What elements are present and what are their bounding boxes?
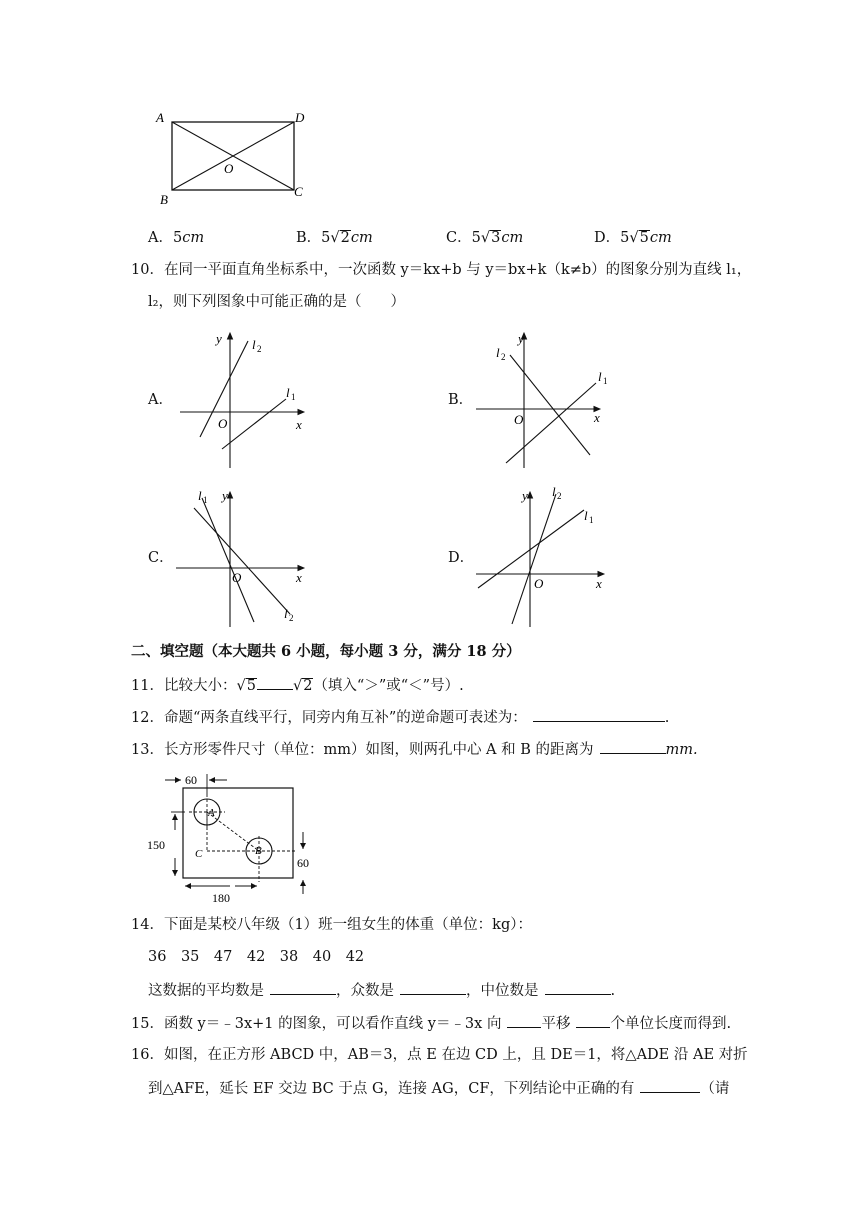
answer-blank[interactable] (545, 979, 611, 995)
q9-rectangle-figure (150, 105, 320, 210)
label-l2: l (496, 345, 500, 360)
sqrt-symbol: √ (629, 230, 639, 246)
q10-option-b-label: B． (448, 392, 474, 408)
hole-b: B (255, 845, 262, 857)
option-unit: cm (350, 230, 373, 246)
label-c: C (294, 184, 303, 199)
q12-end: . (664, 710, 670, 726)
axis-y: y (222, 488, 228, 503)
q10-option-d-label: D． (448, 550, 475, 566)
dim-180: 180 (212, 891, 230, 905)
q11-prefix: 11．比较大小： (131, 678, 237, 694)
sub-2: 2 (501, 352, 506, 362)
q10-line2: l₂，则下列图象中可能正确的是（ ） (148, 294, 405, 310)
q13-end: mm. (665, 742, 698, 758)
option-unit: cm (501, 230, 524, 246)
q13 (131, 738, 698, 760)
q16-text: 到△AFE，延长 EF 交边 BC 于点 G，连接 AG，CF，下列结论中正确的有 (148, 1081, 635, 1097)
axis-x: x (594, 410, 600, 425)
label-o: O (224, 161, 234, 176)
option-unit: cm (649, 230, 672, 246)
label-d: D (295, 110, 305, 125)
axis-y: y (216, 331, 222, 346)
dim-60-right: 60 (297, 856, 309, 870)
axis-x: x (296, 417, 302, 432)
q12 (131, 706, 669, 728)
option-letter: A． (148, 230, 173, 246)
origin-o: O (232, 570, 242, 585)
label-a: A (156, 110, 164, 125)
q10-line1: 10．在同一平面直角坐标系中，一次函数 y＝kx+b 与 y＝bx+k（k≠b）的图象分别为直线 l₁， (131, 262, 752, 278)
origin-o: O (514, 412, 524, 427)
label-l1: l (598, 369, 602, 384)
option-unit: cm (182, 230, 205, 246)
sub-2: 2 (289, 613, 294, 623)
label-l1: l (584, 508, 588, 523)
dim-150: 150 (147, 838, 165, 852)
answer-blank[interactable] (507, 1012, 541, 1028)
q9-option-d (594, 226, 672, 247)
answer-blank[interactable] (400, 979, 466, 995)
answer-blank[interactable] (257, 674, 293, 690)
sqrt-symbol: √ (330, 230, 340, 246)
answer-blank[interactable] (640, 1077, 700, 1093)
q12-text: 12．命题“两条直线平行，同旁内角互补”的逆命题可表述为： (131, 710, 527, 726)
q10-graph-d (472, 484, 617, 629)
q10-option-a-label: A． (148, 392, 173, 408)
q10-option-c-label: C． (148, 550, 174, 566)
section-title: 二、填空题（本大题共 6 小题，每小题 3 分，满分 18 分） (131, 643, 521, 660)
label-b: B (160, 192, 168, 207)
label-l2: l (284, 606, 288, 621)
q14-mean: 这数据的平均数是 (148, 983, 264, 999)
q9-option-b (296, 226, 373, 247)
dim-60-top: 60 (185, 773, 197, 787)
q15-text3: 个单位长度而得到. (610, 1016, 732, 1032)
q13-part-figure (145, 770, 325, 905)
axis-x: x (596, 576, 602, 591)
q15-text1: 15．函数 y＝﹣3x+1 的图象，可以看作直线 y＝﹣3x 向 (131, 1016, 502, 1032)
q16-line1: 16．如图，在正方形 ABCD 中，AB＝3，点 E 在边 CD 上，且 DE＝1，将△ADE 沿 AE 对折 (131, 1047, 748, 1063)
option-coef: 5 (321, 230, 331, 246)
label-l1: l (286, 385, 290, 400)
label-l1: l (198, 488, 202, 503)
answer-blank[interactable] (576, 1012, 610, 1028)
q14-end: . (610, 983, 616, 999)
option-radicand: 5 (639, 230, 649, 246)
option-coef: 5 (620, 230, 630, 246)
option-coef: 5 (172, 230, 183, 246)
q15 (131, 1012, 731, 1034)
q10-graph-a (172, 325, 317, 470)
q14-median: ，中位数是 (466, 983, 539, 999)
q11-suffix: （填入“＞”或“＜”号）. (313, 678, 464, 694)
sub-1: 1 (589, 515, 594, 525)
sqrt-symbol: √ (480, 230, 491, 246)
q14: 14．下面是某校八年级（1）班一组女生的体重（单位：kg）： (131, 917, 532, 933)
q14-weights: 36 35 47 42 38 40 42 (148, 949, 365, 965)
sqrt-symbol: √ (292, 678, 303, 694)
sqrt-symbol: √ (236, 678, 246, 694)
option-radicand: 3 (491, 230, 501, 246)
origin-o: O (218, 416, 228, 431)
option-coef: 5 (471, 230, 481, 246)
sub-1: 1 (291, 392, 296, 402)
axis-y: y (518, 331, 524, 346)
option-letter: C． (446, 230, 472, 246)
q14-questions (148, 979, 615, 1001)
label-l2: l (252, 337, 256, 352)
q9-option-c (446, 226, 523, 247)
sub-1: 1 (203, 495, 208, 505)
q14-mode: ，众数是 (336, 983, 394, 999)
answer-blank[interactable] (533, 706, 665, 722)
point-c: C (195, 848, 203, 860)
answer-blank[interactable] (600, 738, 666, 754)
axis-y: y (522, 488, 528, 503)
origin-o: O (534, 576, 544, 591)
hole-a: A (208, 807, 215, 819)
q11 (131, 674, 464, 696)
sub-2: 2 (257, 344, 262, 354)
sub-1: 1 (603, 376, 608, 386)
q9-option-a (148, 226, 204, 247)
option-letter: B． (296, 230, 322, 246)
q16-end: （请 (700, 1081, 730, 1097)
radicand-b: 2 (303, 678, 313, 694)
option-letter: D． (594, 230, 621, 246)
q15-text2: 平移 (541, 1016, 571, 1032)
q10-graph-c (172, 484, 317, 629)
radicand-a: 5 (246, 678, 256, 694)
option-radicand: 2 (340, 230, 350, 246)
axis-x: x (296, 570, 302, 585)
sub-2: 2 (557, 491, 562, 501)
q13-text: 13．长方形零件尺寸（单位：mm）如图，则两孔中心 A 和 B 的距离为 (131, 742, 594, 758)
q16-line2 (148, 1077, 729, 1099)
answer-blank[interactable] (270, 979, 336, 995)
label-l2: l (552, 484, 556, 499)
q10-graph-b (468, 325, 613, 470)
